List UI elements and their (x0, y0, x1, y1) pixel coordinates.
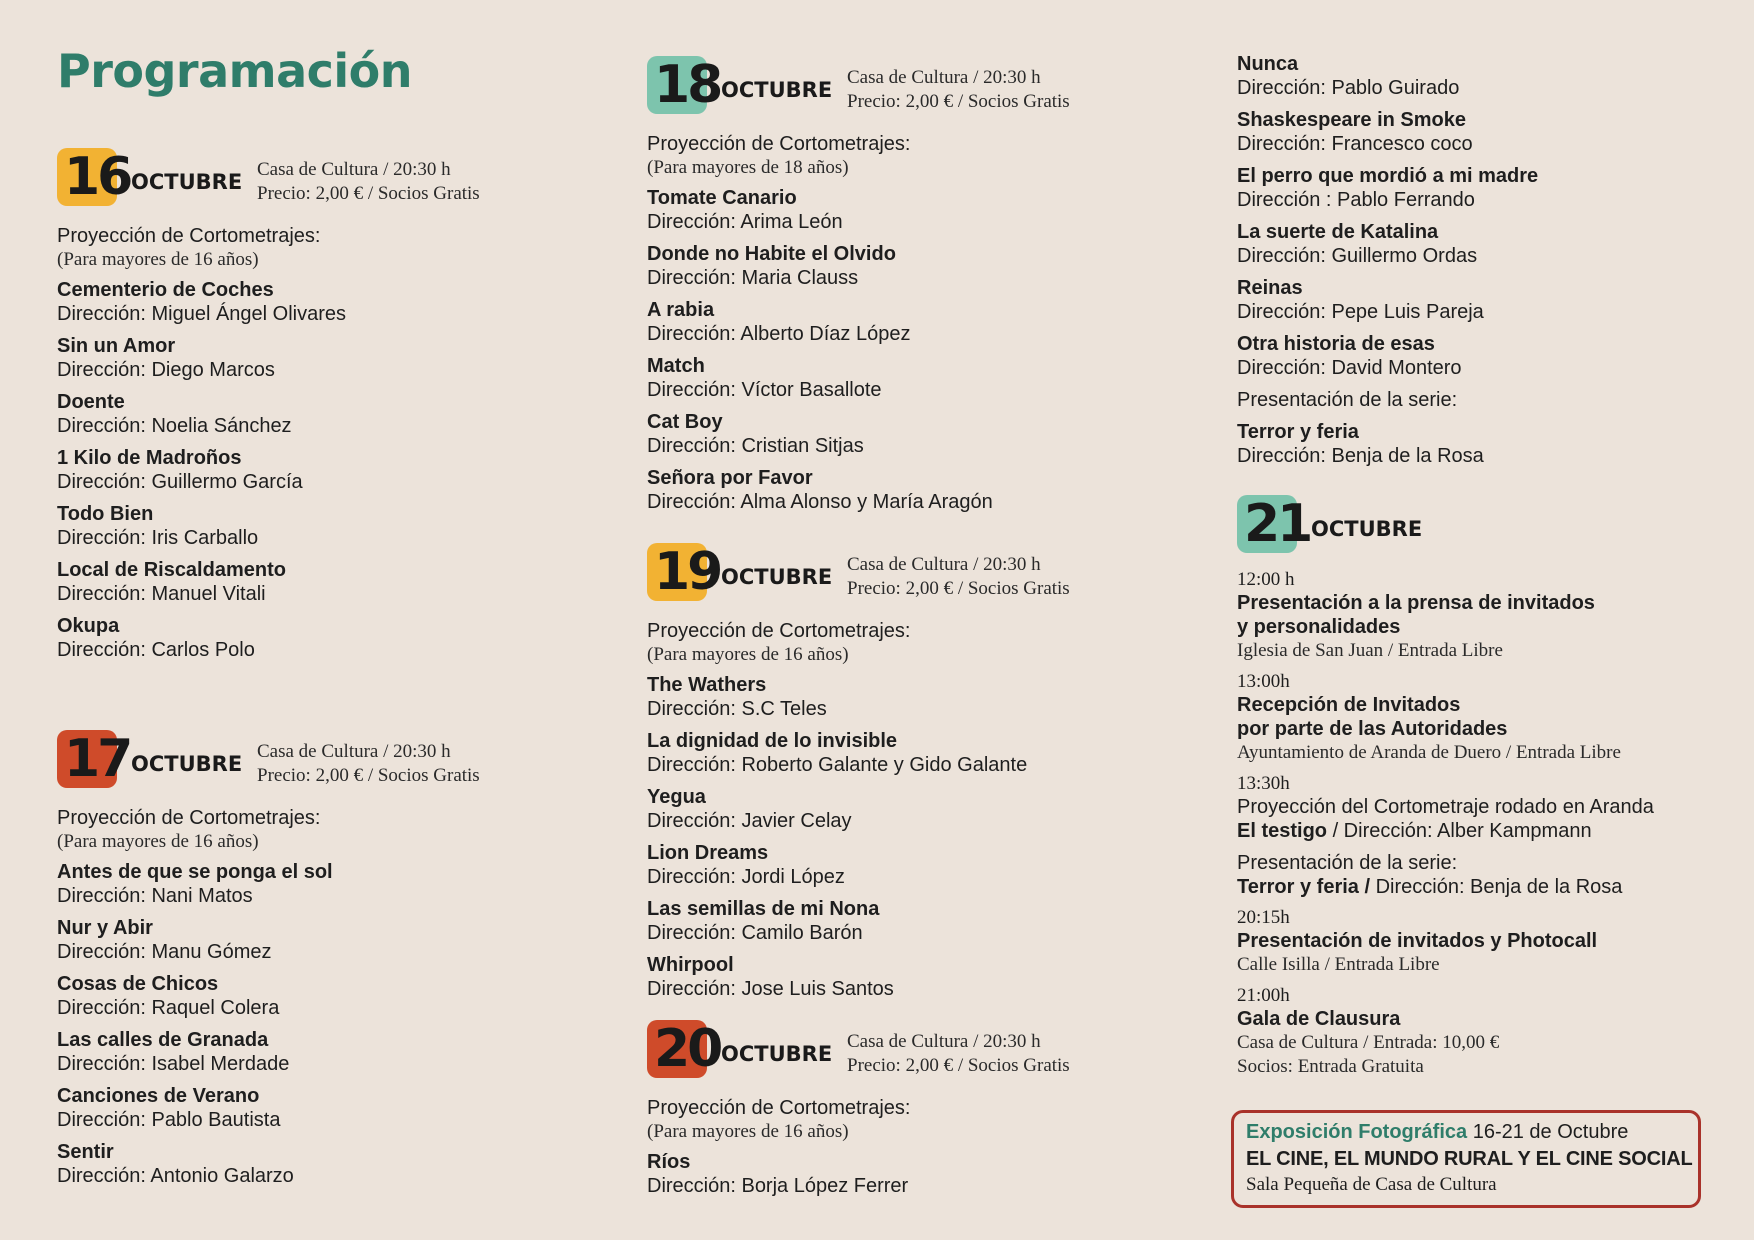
day-17 (57, 730, 617, 1196)
list-item (57, 558, 617, 606)
film-title: Local de Riscaldamento (57, 559, 286, 581)
film-title: A rabia (647, 299, 715, 321)
list-item (57, 1084, 617, 1132)
screening-label: Proyección de Cortometrajes: (647, 620, 911, 642)
film-director: Dirección: Carlos Polo (57, 639, 255, 661)
day-header (57, 148, 617, 210)
film-title: El perro que mordió a mi madre (1237, 165, 1539, 187)
film-director: Dirección : Pablo Ferrando (1237, 189, 1475, 211)
film-title: Yegua (647, 786, 706, 808)
list-item (57, 916, 617, 964)
event-item (1237, 671, 1747, 765)
session-info (257, 158, 480, 206)
list-item (57, 860, 617, 908)
list-item (647, 785, 1207, 833)
event-item (1237, 907, 1747, 977)
series-intro: Presentación de la serie: (1237, 389, 1458, 411)
event-director: / Dirección: Alber Kampmann (1327, 820, 1592, 842)
film-director: Dirección: Jose Luis Santos (647, 978, 894, 1000)
film-title: Cosas de Chicos (57, 973, 219, 995)
film-title: 1 Kilo de Madroños (57, 447, 242, 469)
event-item (1237, 773, 1747, 843)
film-title: Tomate Canario (647, 187, 797, 209)
list-item (1237, 164, 1747, 212)
film-director: Dirección: Javier Celay (647, 810, 852, 832)
venue-time: Casa de Cultura / 20:30 h (847, 554, 1041, 575)
price: Precio: 2,00 € / Socios Gratis (257, 765, 480, 786)
day-header (1237, 495, 1747, 557)
film-title: Doente (57, 391, 125, 413)
exhibition-title: EL CINE, EL MUNDO RURAL Y EL CINE SOCIAL (1246, 1148, 1693, 1170)
day-20 (647, 1020, 1207, 1206)
film-director: Dirección: Camilo Barón (647, 922, 863, 944)
film-director: Dirección: Alberto Díaz López (647, 323, 911, 345)
film-title: Las semillas de mi Nona (647, 898, 880, 920)
film-title: Antes de que se ponga el sol (57, 861, 333, 883)
list-item (57, 502, 617, 550)
venue-time: Casa de Cultura / 20:30 h (847, 67, 1041, 88)
day-19 (647, 543, 1207, 1009)
film-title: Señora por Favor (647, 467, 813, 489)
screening-intro (57, 806, 617, 854)
exhibition-box (1231, 1110, 1701, 1208)
event-title: Presentación de invitados y Photocall (1237, 930, 1598, 952)
film-director: Dirección: Antonio Galarzo (57, 1165, 294, 1187)
day-number: 17 (64, 729, 131, 789)
month-label: OCTUBRE (131, 752, 243, 776)
age-rating: (Para mayores de 18 años) (647, 157, 849, 178)
film-director: Dirección: Pepe Luis Pareja (1237, 301, 1484, 323)
list-item (647, 841, 1207, 889)
list-item (57, 446, 617, 494)
month-label: OCTUBRE (131, 170, 243, 194)
film-title: Nunca (1237, 53, 1299, 75)
day-16 (57, 148, 617, 670)
day-number: 21 (1244, 494, 1311, 554)
film-director: Dirección: Pablo Bautista (57, 1109, 281, 1131)
list-item (647, 1150, 1207, 1198)
list-item (647, 897, 1207, 945)
day-header (647, 1020, 1207, 1082)
film-director: Dirección: Alma Alonso y María Aragón (647, 491, 993, 513)
film-title: Canciones de Verano (57, 1085, 260, 1107)
series-list (1237, 420, 1747, 468)
film-director: Dirección: Jordi López (647, 866, 845, 888)
screening-label: Proyección de Cortometrajes: (647, 1097, 911, 1119)
event-time: 20:15h (1237, 907, 1290, 928)
series-title: Terror y feria (1237, 421, 1359, 443)
list-item (57, 278, 617, 326)
event-item (1237, 569, 1747, 663)
film-title: Okupa (57, 615, 120, 637)
month-label: OCTUBRE (721, 1042, 833, 1066)
event-place: Iglesia de San Juan / Entrada Libre (1237, 640, 1503, 661)
film-director: Dirección: Maria Clauss (647, 267, 859, 289)
film-title: Ríos (647, 1151, 691, 1173)
film-title: La suerte de Katalina (1237, 221, 1439, 243)
day-number: 16 (64, 147, 131, 207)
event-item (1237, 985, 1747, 1079)
film-director: Dirección: Raquel Colera (57, 997, 280, 1019)
film-director: Dirección: Diego Marcos (57, 359, 275, 381)
list-item (647, 242, 1207, 290)
film-director: Dirección: Iris Carballo (57, 527, 259, 549)
film-director: Dirección: Roberto Galante y Gido Galante (647, 754, 1028, 776)
film-director: Dirección: Isabel Merdade (57, 1053, 290, 1075)
film-title: Lion Dreams (647, 842, 769, 864)
list-item (647, 186, 1207, 234)
list-item (1237, 220, 1747, 268)
month-label: OCTUBRE (1311, 517, 1423, 541)
event-film: El testigo (1237, 820, 1328, 842)
film-director: Dirección: Manu Gómez (57, 941, 272, 963)
event-time: 21:00h (1237, 985, 1290, 1006)
film-title: Sentir (57, 1141, 114, 1163)
list-item (57, 1028, 617, 1076)
event-place: Casa de Cultura / Entrada: 10,00 € (1237, 1032, 1500, 1053)
screening-label: Proyección de Cortometrajes: (647, 133, 911, 155)
film-director: Dirección: Nani Matos (57, 885, 253, 907)
list-item (647, 729, 1207, 777)
event-time: 13:00h (1237, 671, 1290, 692)
event-item (1237, 851, 1747, 899)
venue-time: Casa de Cultura / 20:30 h (257, 741, 451, 762)
event-title: Presentación a la prensa de invitados (1237, 592, 1595, 614)
film-list (647, 673, 1207, 1001)
exhibition-header (1246, 1119, 1686, 1145)
list-item (1237, 276, 1747, 324)
event-text: Proyección del Cortometraje rodado en Aranda (1237, 796, 1654, 818)
price: Precio: 2,00 € / Socios Gratis (847, 578, 1070, 599)
venue-time: Casa de Cultura / 20:30 h (847, 1031, 1041, 1052)
film-list (57, 860, 617, 1188)
event-film-line (1237, 875, 1747, 899)
film-title: Whirpool (647, 954, 734, 976)
page-title: Programación (57, 44, 413, 98)
age-rating: (Para mayores de 16 años) (647, 644, 849, 665)
day-18 (647, 56, 1207, 522)
list-item (57, 972, 617, 1020)
film-director: Dirección: Manuel Vitali (57, 583, 266, 605)
list-item (647, 298, 1207, 346)
day-number: 18 (654, 55, 721, 115)
list-item (647, 673, 1207, 721)
age-rating: (Para mayores de 16 años) (57, 249, 259, 270)
film-director: Dirección: Pablo Guirado (1237, 77, 1460, 99)
month-label: OCTUBRE (721, 565, 833, 589)
event-title-line2: y personalidades (1237, 616, 1401, 638)
event-title: Gala de Clausura (1237, 1008, 1401, 1030)
day-number: 20 (654, 1019, 721, 1079)
event-time: 12:00 h (1237, 569, 1295, 590)
list-item (647, 953, 1207, 1001)
film-director: Dirección: Borja López Ferrer (647, 1175, 909, 1197)
venue-time: Casa de Cultura / 20:30 h (257, 159, 451, 180)
film-director: Dirección: Cristian Sitjas (647, 435, 864, 457)
event-film-line (1237, 819, 1747, 843)
film-title: Cementerio de Coches (57, 279, 274, 301)
day-20-continued (1237, 52, 1747, 476)
list-item (57, 614, 617, 662)
film-title: Sin un Amor (57, 335, 176, 357)
film-director: Dirección: Miguel Ángel Olivares (57, 303, 347, 325)
day-number: 19 (654, 542, 721, 602)
list-item (647, 466, 1207, 514)
film-director: Dirección: Guillermo García (57, 471, 303, 493)
day-header (57, 730, 617, 792)
film-title: Shaskespeare in Smoke (1237, 109, 1467, 131)
film-title: Match (647, 355, 705, 377)
film-director: Dirección: Arima León (647, 211, 843, 233)
exhibition-label: Exposición Fotográfica (1246, 1121, 1468, 1143)
film-list (1237, 52, 1747, 380)
session-info (847, 1030, 1070, 1078)
film-list (57, 278, 617, 662)
film-director: Dirección: David Montero (1237, 357, 1462, 379)
list-item (1237, 108, 1747, 156)
event-list (1237, 569, 1747, 1079)
day-21 (1237, 495, 1747, 1087)
day-header (647, 56, 1207, 118)
exhibition-place: Sala Pequeña de Casa de Cultura (1246, 1174, 1497, 1195)
exhibition-dates: 16-21 de Octubre (1467, 1121, 1629, 1143)
list-item (57, 390, 617, 438)
event-place-line2: Socios: Entrada Gratuita (1237, 1056, 1424, 1077)
film-title: Las calles de Granada (57, 1029, 269, 1051)
screening-label: Proyección de Cortometrajes: (57, 807, 321, 829)
film-director: Dirección: Noelia Sánchez (57, 415, 292, 437)
event-place: Calle Isilla / Entrada Libre (1237, 954, 1440, 975)
film-director: Dirección: Guillermo Ordas (1237, 245, 1478, 267)
list-item (1237, 332, 1747, 380)
film-director: Dirección: S.C Teles (647, 698, 827, 720)
event-place: Ayuntamiento de Aranda de Duero / Entrada Libre (1237, 742, 1621, 763)
event-film: Terror y feria / (1237, 876, 1371, 898)
event-director: Dirección: Benja de la Rosa (1370, 876, 1623, 898)
list-item (647, 410, 1207, 458)
film-title: Cat Boy (647, 411, 723, 433)
list-item (57, 334, 617, 382)
price: Precio: 2,00 € / Socios Gratis (257, 183, 480, 204)
screening-intro (647, 132, 1207, 180)
list-item (57, 1140, 617, 1188)
month-label: OCTUBRE (721, 78, 833, 102)
film-title: Otra historia de esas (1237, 333, 1435, 355)
series-director: Dirección: Benja de la Rosa (1237, 445, 1484, 467)
price: Precio: 2,00 € / Socios Gratis (847, 1055, 1070, 1076)
age-rating: (Para mayores de 16 años) (57, 831, 259, 852)
session-info (847, 553, 1070, 601)
film-title: Todo Bien (57, 503, 154, 525)
list-item (647, 354, 1207, 402)
screening-intro (647, 1096, 1207, 1144)
screening-intro (647, 619, 1207, 667)
age-rating: (Para mayores de 16 años) (647, 1121, 849, 1142)
event-time: 13:30h (1237, 773, 1290, 794)
session-info (257, 740, 480, 788)
event-text: Presentación de la serie: (1237, 852, 1458, 874)
event-title: Recepción de Invitados (1237, 694, 1461, 716)
film-title: La dignidad de lo invisible (647, 730, 898, 752)
film-title: Nur y Abir (57, 917, 153, 939)
film-title: Donde no Habite el Olvido (647, 243, 896, 265)
day-header (647, 543, 1207, 605)
list-item (1237, 420, 1747, 468)
screening-intro (57, 224, 617, 272)
screening-label: Proyección de Cortometrajes: (57, 225, 321, 247)
film-list (647, 1150, 1207, 1198)
price: Precio: 2,00 € / Socios Gratis (847, 91, 1070, 112)
film-director: Dirección: Víctor Basallote (647, 379, 882, 401)
list-item (1237, 52, 1747, 100)
film-list (647, 186, 1207, 514)
event-title-line2: por parte de las Autoridades (1237, 718, 1508, 740)
film-director: Dirección: Francesco coco (1237, 133, 1473, 155)
session-info (847, 66, 1070, 114)
film-title: Reinas (1237, 277, 1303, 299)
film-title: The Wathers (647, 674, 767, 696)
